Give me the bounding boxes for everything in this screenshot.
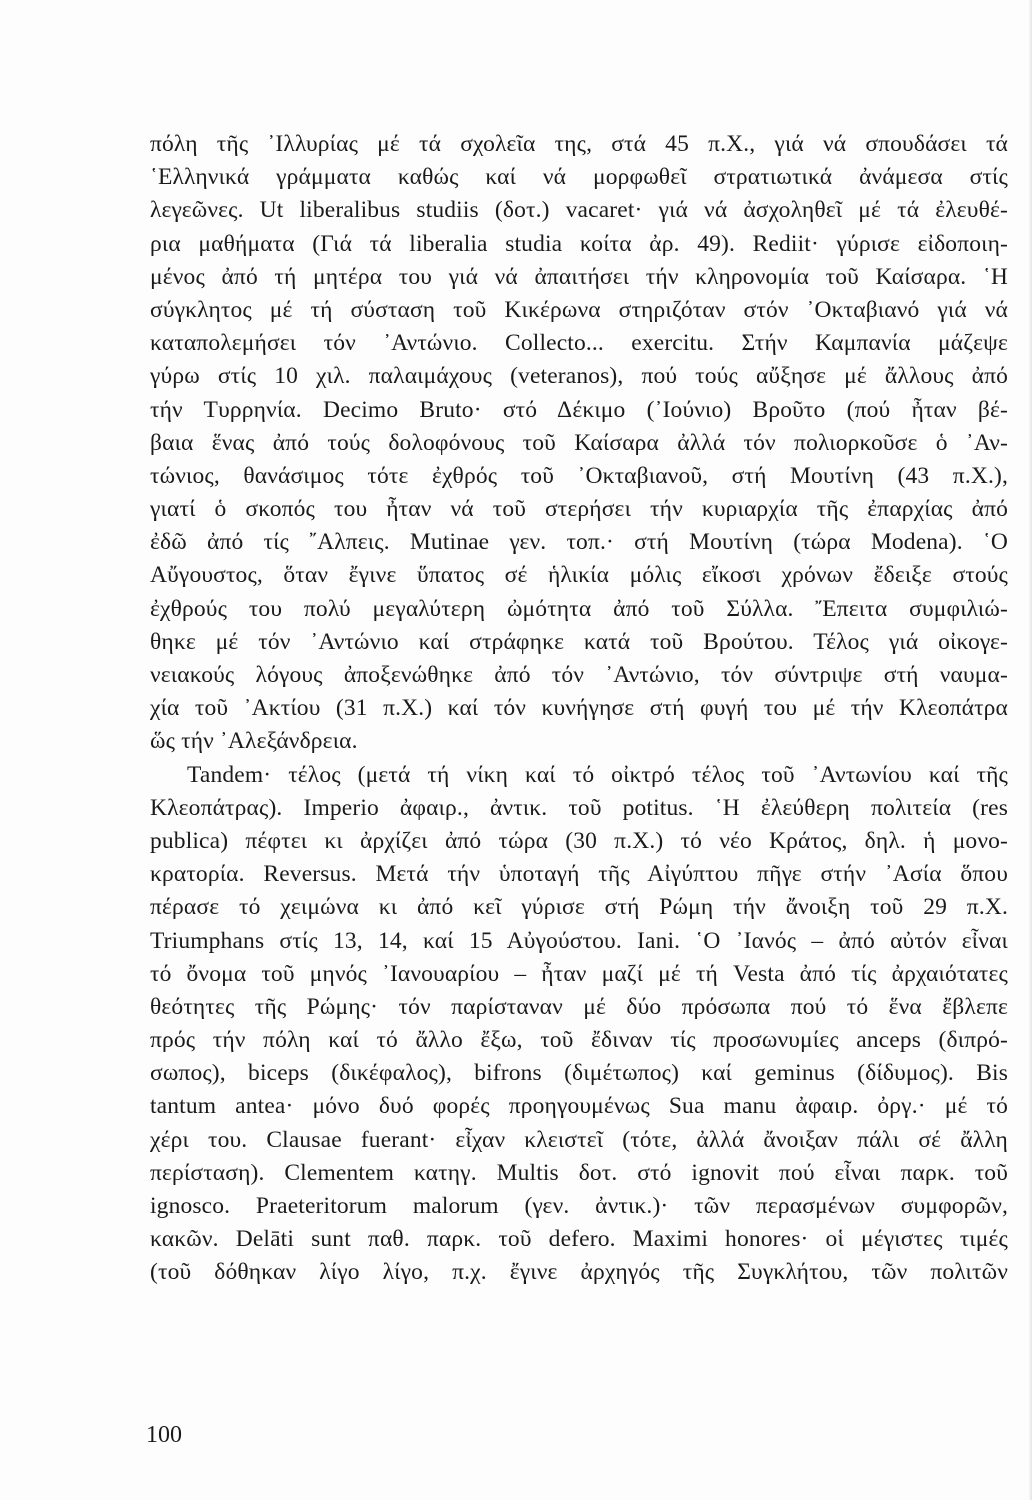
scan-edge-shadow bbox=[1028, 0, 1032, 1500]
text-line: ἐδῶ ἀπό τίς ῎Αλπεις. Mutinae γεν. τοπ.· στή Μουτίνη (τώρα Modena). ῾Ο bbox=[150, 529, 1008, 556]
text-line: ῾Ελληνικά γράμματα καθώς καί νά μορφωθεῖ στρατιωτικά ἀνάμεσα στίς bbox=[150, 164, 1008, 191]
text-line: νειακούς λόγους ἀποξενώθηκε ἀπό τόν ᾿Αντώνιο, τόν σύντριψε στή ναυμα- bbox=[150, 662, 1008, 688]
text-line: χία τοῦ ᾿Ακτίου (31 π.Χ.) καί τόν κυνήγησε στή φυγή του μέ τήν Κλεοπάτρα bbox=[150, 695, 1008, 722]
text-line: publica) πέφτει κι ἀρχίζει ἀπό τώρα (30 π.Χ.) τό νέο Κράτος, δηλ. ἡ μονο- bbox=[150, 827, 1008, 854]
text-line: χέρι του. Clausae fuerant· εἶχαν κλειστεῖ (τότε, ἀλλά ἄνοιξαν πάλι σέ ἄλλη bbox=[150, 1126, 1008, 1153]
text-line: ἐχθρούς του πολύ μεγαλύτερη ὠμότητα ἀπό τοῦ Σύλλα. Ἔπειτα συμφιλιώ- bbox=[150, 595, 1008, 622]
text-line: Κλεοπάτρας). Imperio ἀφαιρ., ἀντικ. τοῦ potitus. ῾Η ἐλεύθερη πολιτεία (res bbox=[150, 794, 1008, 821]
text-line: κακῶν. Delāti sunt παθ. παρκ. τοῦ defero. Maximi honores· οἱ μέγιστες τιμές bbox=[150, 1226, 1008, 1253]
text-line: πόλη τῆς ᾿Ιλλυρίας μέ τά σχολεῖα της, στά 45 π.Χ., γιά νά σπουδάσει τά bbox=[150, 131, 1008, 157]
page-number: 100 bbox=[146, 1422, 182, 1448]
paragraph-2 bbox=[150, 759, 1008, 1290]
text-line: θεότητες τῆς Ρώμης· τόν παρίσταναν μέ δύο πρόσωπα πού τό ἕνα ἔβλεπε bbox=[150, 993, 1008, 1020]
text-line: γιατί ὁ σκοπός του ἦταν νά τοῦ στερήσει τήν κυριαρχία τῆς ἐπαρχίας ἀπό bbox=[150, 496, 1008, 523]
text-line: tantum antea· μόνο δυό φορές προηγουμένως Sua manu ἀφαιρ. ὀργ.· μέ τό bbox=[150, 1093, 1008, 1120]
text-line: μένος ἀπό τή μητέρα του γιά νά ἀπαιτήσει τήν κληρονομία τοῦ Καίσαρα. ῾Η bbox=[150, 263, 1008, 290]
text-line: πέρασε τό χειμώνα κι ἀπό κεῖ γύρισε στή Ρώμη τήν ἄνοιξη τοῦ 29 π.Χ. bbox=[150, 894, 1008, 921]
text-line: Tandem· τέλος (μετά τή νίκη καί τό οἰκτρό τέλος τοῦ ᾿Αντωνίου καί τῆς bbox=[187, 761, 1008, 788]
text-line: κρατορία. Reversus. Μετά τήν ὑποταγή τῆς Αἰγύπτου πῆγε στήν ᾿Ασία ὅπου bbox=[150, 861, 1008, 888]
text-line: βαια ἕνας ἀπό τούς δολοφόνους τοῦ Καίσαρα ἀλλά τόν πολιορκοῦσε ὁ ᾿Αν- bbox=[150, 429, 1008, 456]
text-line: ignosco. Praeteritorum malorum (γεν. ἀντικ.)· τῶν περασμένων συμφορῶν, bbox=[150, 1193, 1008, 1219]
paragraph-1 bbox=[150, 128, 1008, 759]
text-line: τήν Τυρρηνία. Decimo Bruto· στό Δέκιμο (᾿Ιούνιο) Βροῦτο (πού ἦταν βέ- bbox=[150, 396, 1008, 423]
text-line: γύρω στίς 10 χιλ. παλαιμάχους (veteranos), πού τούς αὔξησε μέ ἄλλους ἀπό bbox=[150, 363, 1008, 390]
text-line: Αὔγουστος, ὅταν ἔγινε ὕπατος σέ ἡλικία μόλις εἴκοσι χρόνων ἔδειξε στούς bbox=[150, 562, 1008, 589]
text-line: ὥς τήν ᾿Αλεξάνδρεια. bbox=[150, 728, 358, 755]
text-line: τώνιος, θανάσιμος τότε ἐχθρός τοῦ ᾿Οκταβιανοῦ, στή Μουτίνη (43 π.Χ.), bbox=[150, 462, 1008, 489]
text-line: (τοῦ δόθηκαν λίγο λίγο, π.χ. ἔγινε ἀρχηγός τῆς Συγκλήτου, τῶν πολιτῶν bbox=[150, 1259, 1008, 1286]
text-line: σύγκλητος μέ τή σύσταση τοῦ Κικέρωνα στηριζόταν στόν ᾿Οκταβιανό γιά νά bbox=[150, 296, 1008, 323]
text-line: θηκε μέ τόν ᾿Αντώνιο καί στράφηκε κατά τοῦ Βρούτου. Τέλος γιά οἰκογε- bbox=[150, 628, 1008, 655]
text-line: λεγεῶνες. Ut liberalibus studiis (δοτ.) vacaret· γιά νά ἀσχοληθεῖ μέ τά ἐλευθέ- bbox=[150, 197, 1008, 224]
body-text bbox=[150, 128, 1008, 1290]
text-line: τό ὄνομα τοῦ μηνός ᾿Ιανουαρίου – ἦταν μαζί μέ τή Vesta ἀπό τίς ἀρχαιότατες bbox=[150, 960, 1008, 987]
text-line: πρός τήν πόλη καί τό ἄλλο ἔξω, τοῦ ἔδιναν τίς προσωνυμίες anceps (διπρό- bbox=[150, 1027, 1008, 1054]
text-line: καταπολεμήσει τόν ᾿Αντώνιο. Collecto... exercitu. Στήν Καμπανία μάζεψε bbox=[150, 330, 1008, 357]
text-line: περίσταση). Clementem κατηγ. Multis δοτ. στό ignovit πού εἶναι παρκ. τοῦ bbox=[150, 1159, 1008, 1186]
text-line: Triumphans στίς 13, 14, καί 15 Αὐγούστου. Iani. ῾Ο ᾿Ιανός – ἀπό αὐτόν εἶναι bbox=[150, 927, 1008, 954]
text-line: ρια μαθήματα (Γιά τά liberalia studia κοίτα ἀρ. 49). Rediit· γύρισε εἰδοποιη- bbox=[150, 230, 1008, 257]
text-line: σωπος), biceps (δικέφαλος), bifrons (διμέτωπος) καί geminus (δίδυμος). Bis bbox=[150, 1060, 1008, 1087]
